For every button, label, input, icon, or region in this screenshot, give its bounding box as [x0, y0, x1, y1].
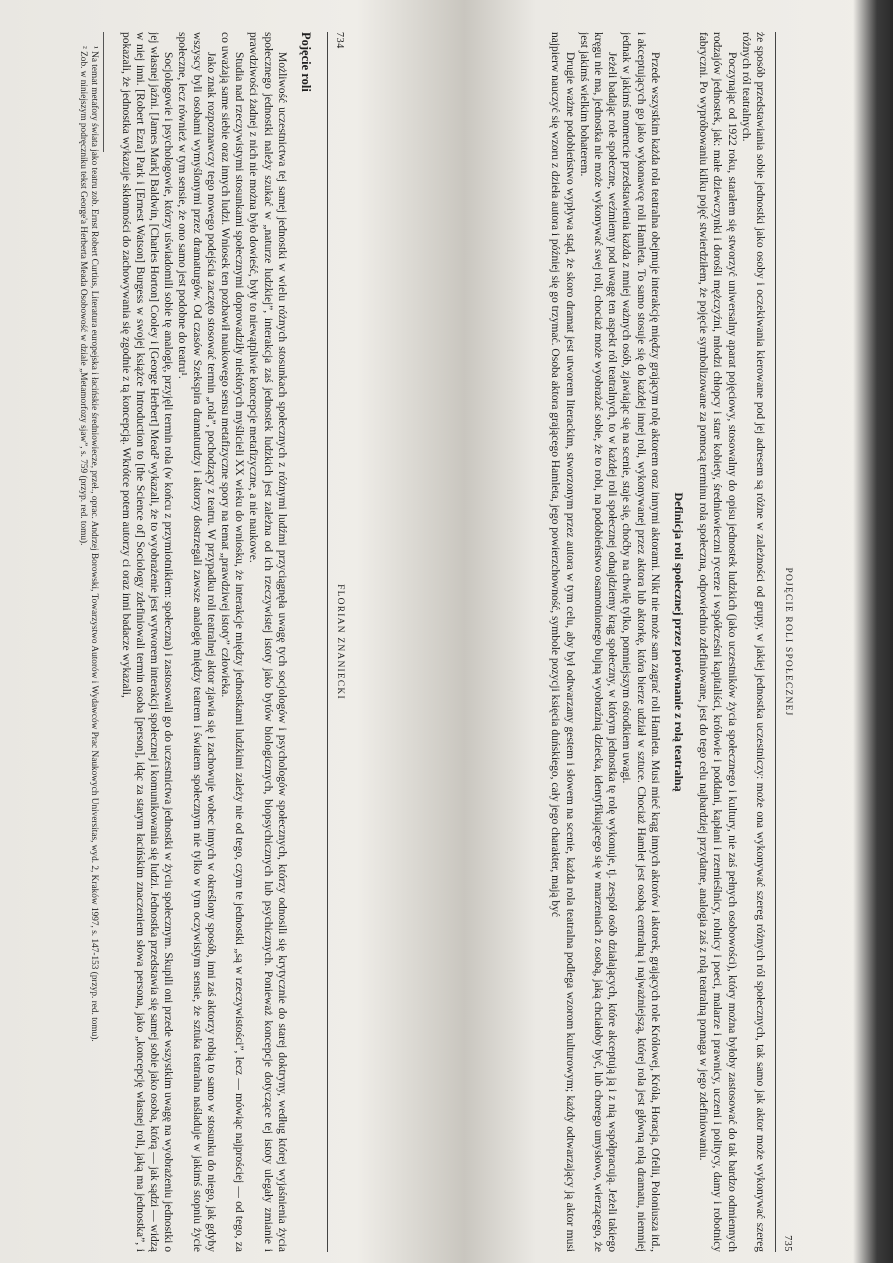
section-heading: Pojęcie roli [299, 32, 313, 92]
page-body [455, 32, 767, 1252]
paragraph: Jako znak rozpoznawczy tego nowego podejścia zaczęto stosować termin „rola”, pochodzący z teatru. W przypadku roli teatralnej aktor zjawia się i zachowuje wobec innych w określony sposób, inni zaś aktorzy robią to samo w stosunku do niego, jak gdyby wszyscy byli osobami wymyślonymi przez dramaturgów. Od czasów Szekspira dramaturdzy i aktorzy dostrzegali zawsze analogię między teatrem i światem społecznym nie tylko w tym oczywistym sensie, że sztuka teatralna naśladuje w jakimś stopniu życie społeczne, lecz również w tym sensie, że ono samo jest podobne do teatru¹. [176, 32, 217, 1252]
footnote: ¹ Na temat metafory świata jako teatru zob. Ernst Robert Curtius, Literatura europejska i łacińskie średniowiecze, przeł., oprac. Andrzej Borowski, Towarzystwo Autorów i Wydawców Prac Naukowych Universitas, wyd. 2, Kraków 1997, s. 147-153 (przyp. red. tomu). [89, 46, 100, 1042]
paragraph: Przede wszystkim każda rola teatralna obejmuje interakcję między grającym rolę aktorem oraz innymi aktorami. Nikt nie może sam zagrać roli Hamleta. Musi mieć krąg innych aktorów i aktorek, grających role Królowej, Króla, Horacja, Ofelii, Poloniusza itd., i akceptujących go jako wykonawcę roli Hamleta. To samo stosuje się do każdej innej roli, wykonywanej przez aktora lub aktorkę, która bierze udział w sztuce. Chociaż Hamlet jest osobą centralną i najważniejszą, której rola jest główną rolą dramatu, niemniej jednak w jakimś momencie przedstawienia każda z mniej ważnych osób, zjawiając się na scenie, staje się, choćby na chwilę tylko, pomniejszym ośrodkiem uwagi. [620, 32, 661, 1252]
right-page [449, 22, 795, 1262]
page-body [7, 32, 319, 1252]
running-title: FLORIAN ZNANIECKI [335, 584, 345, 700]
header-rule [775, 32, 776, 1252]
running-title: POJĘCIE ROLI SPOŁECZNEJ [783, 567, 793, 717]
footnote-rule [103, 32, 104, 152]
paragraph: Jeżeli badając role społeczne, weźmiemy pod uwagę ten aspekt ról teatralnych, to w każdej roli społecznej odnajdziemy krąg społeczny, w którym jednostka tę rolę wykonuje, tj. zespół osób działających, które akceptują ją i z nią współpracują. Jeżeli takiego kręgu nie ma, jednostka nie może wykonywać swej roli, chociaż może wyobrażać sobie, że to robi, na podobieństwo osamotnionego bujną wyobraźnią dziecka, identyfikującego się w marzeniach z osobą, jaką chciałoby być, lub chorego umysłowo, wierzącego, że jest jakimś wielkim bohaterem. [577, 32, 619, 1252]
running-header [327, 22, 347, 1262]
paragraph: Drugie ważne podobieństwo wypływa stąd, że skoro dramat jest utworem literackim, stworzonym przez autora w tym celu, aby był odtwarzany gestem i słowem na scenie, każda rola teatralna podlega wzorom kulturowym; każdy odtwarzający ją aktor musi najpierw nauczyć się wzoru z dzieła autora i później się go trzymać. Osoba aktora grającego Hamleta, jego powierzchowność, symbole pozycji księcia duńskiego, cały jego charakter, mają być [549, 32, 576, 1252]
header-rule [327, 32, 328, 1252]
footnotes [76, 32, 108, 1252]
page-number: 735 [782, 1235, 793, 1252]
footnote: ² Zob. w niniejszym podręczniku tekst George'a Herberta Meada Osobowość w dziale „Metamorfozy sjaw”, s. 759 (przyp. red. tomu). [77, 46, 88, 546]
page-number: 734 [334, 32, 345, 49]
left-page [1, 22, 347, 1262]
paragraph: że sposób przedstawiania sobie jednostki jako osoby i oczekiwania kierowane pod jej adresem są różne w zależności od grupy, w jakiej jednostka uczestniczy: może ona wykonywać szereg różnych ról społecznych, tak samo jak aktor może wykonywać szereg różnych ról teatralnych. [739, 32, 766, 1252]
paragraph: Poczynając od 1922 roku, starałem się stworzyć uniwersalny aparat pojęciowy, stosowalny do opisu jednostek ludzkich (jako uczestników życia społecznego i kultury, nie zaś pełnych osobowości), który można byłoby zastosować do tak bardzo odmiennych rodzajów jednostek, jak: małe dziewczynki i dorośli mężczyźni, młodzi chłopcy i stare kobiety, średniowieczni rycerze i współcześni kapitaliści, królowie i poddani, kapłani i rzemieślnicy, rolnicy i poeci, malarze i prawnicy, uczeni i politycy, damy i robotnicy fabryczni. Po wypróbowaniu kilku pojęć stwierdziłem, że pojęcie symbolizowane za pomocą terminu rola społeczna, odpowiednio zdefiniowane, jest do tego celu najbardziej przydatne, analogia zaś z rolą teatralną pomaga w jego zdefiniowaniu. [697, 32, 738, 1252]
paragraph: Studia nad rzeczywistymi stosunkami społecznymi doprowadziły niektórych myślicieli XX wieku do wniosku, że interakcje między jednostkami ludzkimi zależy nie od tego, czym te jednostki „są w rzeczywistości”, lecz — mówiąc najprościej — od tego, za co uważają same siebie oraz innych ludzi. Wniosek ten pozbawił naukowego sensu metafizyczne spory na temat „prawdziwej istoty” człowieka. [218, 32, 246, 1252]
section-heading: Definicja roli społecznej przez porównanie z rolą teatralną [671, 492, 686, 792]
paragraph: Możliwość uczestnictwa tej samej jednostki w wielu różnych stosunkach społecznych z różnymi ludźmi przyciągnęła uwagę tych socjologów i psychologów społecznych, którzy odnosili się krytycznie do starej doktryny, według której wyjaśnienia życia społecznego jednostki należy szukać w „naturze ludzkiej”, interakcja zaś jednostek ludzkich jest zależna od ich rzeczywistej istoty jako bytów biologicznych, biopsychicznych lub psychicznych. Ponieważ koncepcje dotyczące tej istoty ulegały zmianie i prawdziwości żadnej z nich nie można było dowieść, były to niewątpliwie koncepcje metafizyczne, a nie naukowe. [247, 32, 288, 1252]
book-edge-shadow [853, 0, 893, 1263]
running-header [775, 22, 795, 1262]
paragraph: Socjologowie i psychologowie, którzy uświadomili sobie tę analogię, przyjęli termin rola (w końcu z przymiotnikiem: społeczna) i zastosowali go do uczestnictwa jednostki w życiu społecznym. Skupili oni przede wszystkim uwagę na wyobrażeniu jednostki o jej własnej jaźni. [James Mark] Baldwin, [Charles Horton] Cooley i [George Herbert] Mead² wykazali, że to wyobrażenie jest wytworem interakcji społecznej i komunikowania się ludzi. Jednostka przedstawia się samej sobie jako osoba, którą — jak sądzi — widzą w niej inni. [Robert Ezra] Park i [Ernest Watson] Burgess w swojej książce Introduction to [the Science of] Sociology zdefiniowali termin osoba [person], idąc za starym łacińskim znaczeniem słowa persona, jako „koncepcję własnej roli, jaką ma jednostka”, i pokazali, że jednostka wykazuje skłonności do zachowywania się zgodnie z tą koncepcją. Wkrótce potem autorzy ci oraz inni badacze wykazali, [119, 32, 175, 1252]
